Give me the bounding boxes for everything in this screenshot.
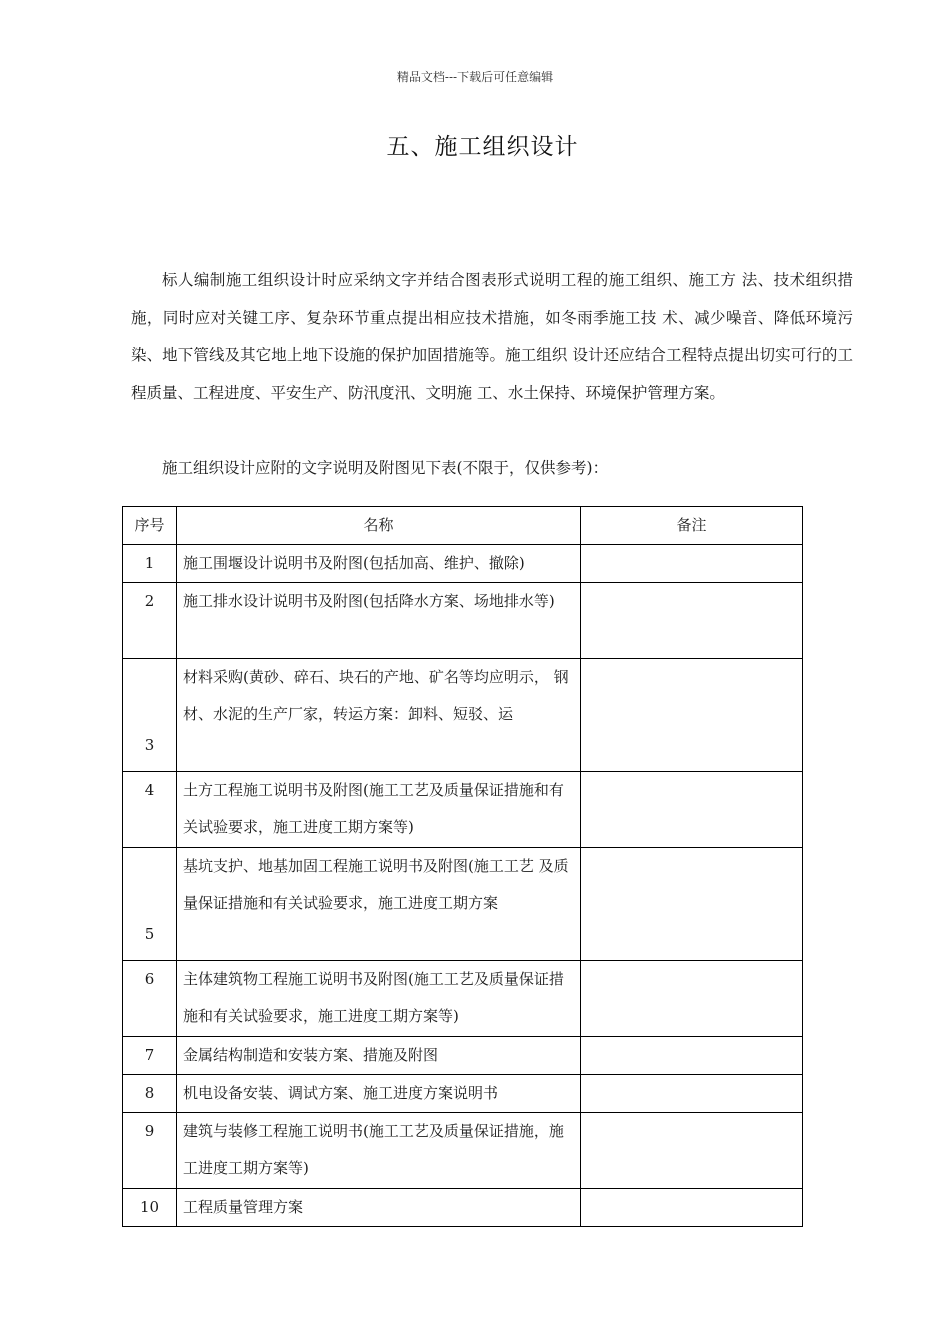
row-name: 工程质量管理方案 <box>177 1189 581 1227</box>
table-row <box>123 1037 803 1075</box>
row-remark <box>581 848 803 961</box>
table-row <box>123 545 803 583</box>
row-remark <box>581 1113 803 1189</box>
table-header-row <box>123 507 803 545</box>
row-name: 材料采购(黄砂、碎石、块石的产地、矿名等均应明示， 钢材、水泥的生产厂家，转运方案：卸料、短驳、运 <box>177 659 581 772</box>
row-num: 7 <box>123 1037 177 1075</box>
row-name: 施工排水设计说明书及附图(包括降水方案、场地排水等) <box>177 583 581 659</box>
row-num: 6 <box>123 961 177 1037</box>
row-num: 9 <box>123 1113 177 1189</box>
table-row <box>123 961 803 1037</box>
table-row <box>123 583 803 659</box>
row-name: 土方工程施工说明书及附图(施工工艺及质量保证措施和有关试验要求，施工进度工期方案等) <box>177 772 581 848</box>
row-name: 主体建筑物工程施工说明书及附图(施工工艺及质量保证措施和有关试验要求，施工进度工期方案等) <box>177 961 581 1037</box>
row-name: 金属结构制造和安装方案、措施及附图 <box>177 1037 581 1075</box>
row-remark <box>581 545 803 583</box>
header-num: 序号 <box>123 507 177 545</box>
row-remark <box>581 659 803 772</box>
row-num: 2 <box>123 583 177 659</box>
table-row <box>123 1075 803 1113</box>
header-remark: 备注 <box>581 507 803 545</box>
row-remark <box>581 772 803 848</box>
row-name: 施工围堰设计说明书及附图(包括加高、维护、撤除) <box>177 545 581 583</box>
row-remark <box>581 1075 803 1113</box>
row-name: 建筑与装修工程施工说明书(施工工艺及质量保证措施，施工进度工期方案等) <box>177 1113 581 1189</box>
row-num: 4 <box>123 772 177 848</box>
row-num: 3 <box>123 659 177 772</box>
row-num: 5 <box>123 848 177 961</box>
table-row <box>123 1189 803 1227</box>
page-header: 精品文档---下载后可任意编辑 <box>396 70 554 84</box>
table-row <box>123 1113 803 1189</box>
section-title: 五、施工组织设计 <box>386 134 579 160</box>
documents-table <box>122 506 803 1227</box>
row-remark <box>581 583 803 659</box>
intro-paragraph: 标人编制施工组织设计时应采纳文字并结合图表形式说明工程的施工组织、施工方 法、技术组织措施，同时应对关键工序、复杂环节重点提出相应技术措施，如冬雨季施工技 术、减少噪音、降低环境污染、地下管线及其它地上地下设施的保护加固措施等。施工组织 设计还应结合工程特点提出切实可行的工程质量、工程进度、平安生产、防汛度汛、文明施 工、水土保持、环境保护管理方案。 <box>131 271 853 402</box>
row-num: 1 <box>123 545 177 583</box>
row-name: 机电设备安装、调试方案、施工进度方案说明书 <box>177 1075 581 1113</box>
table-row <box>123 848 803 961</box>
row-num: 8 <box>123 1075 177 1113</box>
table-intro-paragraph: 施工组织设计应附的文字说明及附图见下表(不限于，仅供参考)： <box>162 459 609 477</box>
row-remark <box>581 1189 803 1227</box>
header-name: 名称 <box>177 507 581 545</box>
table-row <box>123 659 803 772</box>
table-row <box>123 772 803 848</box>
row-num: 10 <box>123 1189 177 1227</box>
row-name: 基坑支护、地基加固工程施工说明书及附图(施工工艺 及质量保证措施和有关试验要求，施工进度工期方案 <box>177 848 581 961</box>
row-remark <box>581 1037 803 1075</box>
row-remark <box>581 961 803 1037</box>
